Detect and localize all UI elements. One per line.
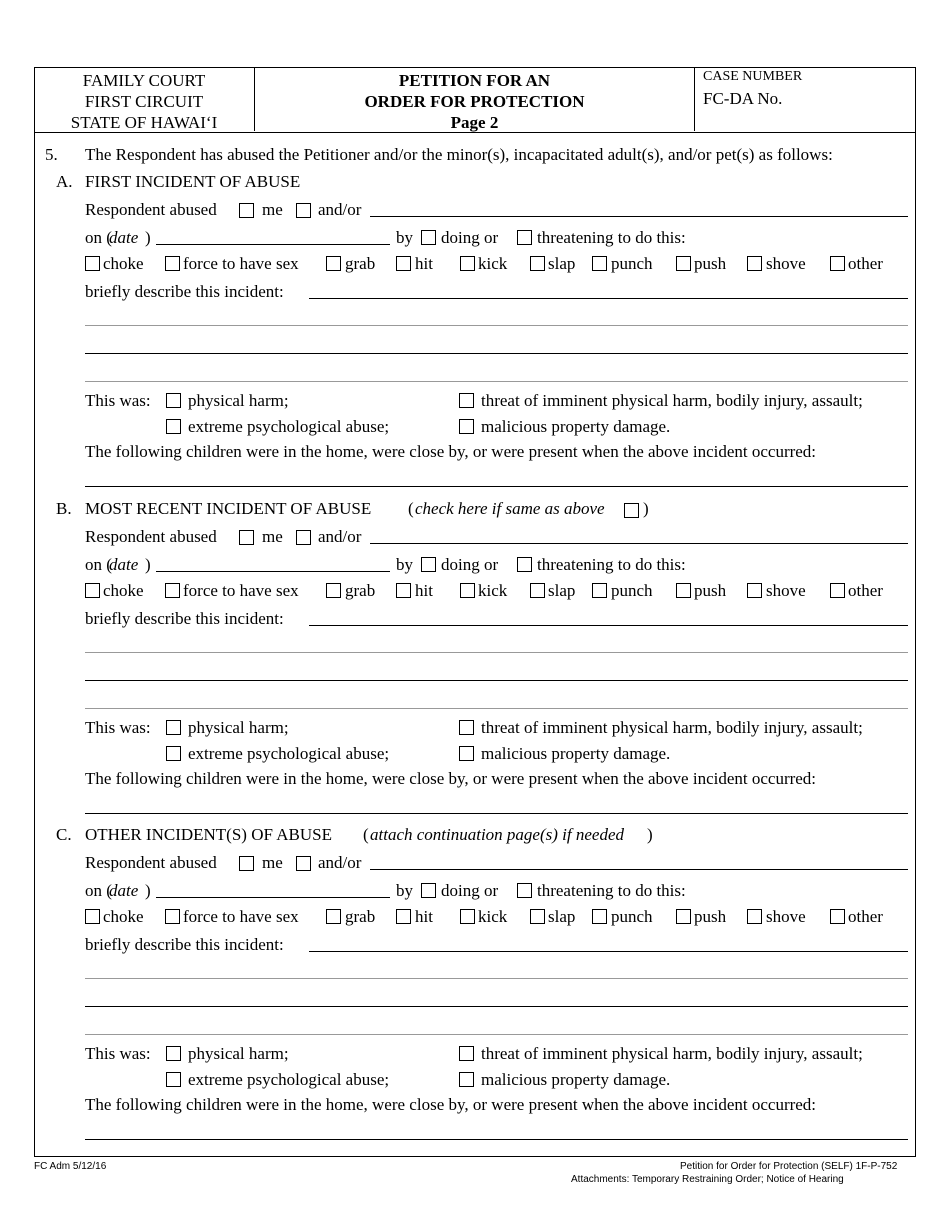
doing-checkbox[interactable] xyxy=(421,557,436,572)
action-label: shove xyxy=(766,254,806,273)
threat-imminent-checkbox[interactable] xyxy=(459,720,474,735)
section-note-close: ) xyxy=(647,825,653,844)
page-number: Page 2 xyxy=(450,113,499,132)
on-label: on ( xyxy=(85,228,112,247)
action-label: force to have sex xyxy=(183,581,299,600)
action-label: slap xyxy=(548,254,576,273)
action-grab-checkbox[interactable] xyxy=(326,909,341,924)
threat-imminent-label: threat of imminent physical harm, bodily injury, assault; xyxy=(481,1044,863,1063)
section-title: MOST RECENT INCIDENT OF ABUSE xyxy=(85,499,372,518)
action-label: hit xyxy=(415,907,433,926)
threat-imminent-label: threat of imminent physical harm, bodily injury, assault; xyxy=(481,391,863,410)
date-close: ) xyxy=(145,228,151,247)
extreme-psych-label: extreme psychological abuse; xyxy=(188,1070,390,1089)
action-push-checkbox[interactable] xyxy=(676,256,691,271)
action-label: grab xyxy=(345,907,376,926)
me-checkbox[interactable] xyxy=(239,203,254,218)
section-note: check here if same as above xyxy=(415,499,605,518)
action-kick-checkbox[interactable] xyxy=(460,256,475,271)
action-choke-checkbox[interactable] xyxy=(85,583,100,598)
malicious-damage-label: malicious property damage. xyxy=(481,417,671,436)
form-title xyxy=(255,67,695,131)
item-number: 5. xyxy=(45,145,58,164)
doing-or-label: doing or xyxy=(441,881,499,900)
describe-label: briefly describe this incident: xyxy=(85,609,284,628)
physical-harm-label: physical harm; xyxy=(188,1044,289,1063)
action-force-to-have-sex-checkbox[interactable] xyxy=(165,909,180,924)
other-person-field[interactable] xyxy=(370,543,908,544)
doing-or-label: doing or xyxy=(441,555,499,574)
me-label: me xyxy=(262,200,283,219)
date-close: ) xyxy=(145,881,151,900)
action-label: other xyxy=(848,907,883,926)
case-number-label: CASE NUMBER xyxy=(703,69,803,84)
action-slap-checkbox[interactable] xyxy=(530,909,545,924)
action-label: kick xyxy=(478,907,508,926)
date-label: date xyxy=(109,555,139,574)
doing-checkbox[interactable] xyxy=(421,883,436,898)
by-label: by xyxy=(396,555,413,574)
and-or-checkbox[interactable] xyxy=(296,856,311,871)
this-was-label: This was: xyxy=(85,391,151,410)
section-letter: B. xyxy=(56,499,72,518)
section-note-close: ) xyxy=(643,499,649,518)
threatening-checkbox[interactable] xyxy=(517,883,532,898)
section-title: OTHER INCIDENT(S) OF ABUSE xyxy=(85,825,332,844)
court-line: FAMILY COURT xyxy=(82,71,206,90)
action-label: punch xyxy=(611,581,653,600)
me-label: me xyxy=(262,527,283,546)
action-label: choke xyxy=(103,254,144,273)
threatening-label: threatening to do this: xyxy=(537,555,686,574)
date-label: date xyxy=(109,881,139,900)
describe-field-line[interactable] xyxy=(85,978,908,979)
action-hit-checkbox[interactable] xyxy=(396,909,411,924)
describe-field-line[interactable] xyxy=(85,325,908,326)
threatening-checkbox[interactable] xyxy=(517,230,532,245)
action-label: hit xyxy=(415,254,433,273)
action-label: kick xyxy=(478,581,508,600)
section-note-open: ( xyxy=(408,499,414,518)
describe-field-line[interactable] xyxy=(85,353,908,354)
action-label: push xyxy=(694,907,727,926)
and-or-checkbox[interactable] xyxy=(296,530,311,545)
physical-harm-checkbox[interactable] xyxy=(166,720,181,735)
action-shove-checkbox[interactable] xyxy=(747,909,762,924)
describe-field-line[interactable] xyxy=(85,652,908,653)
action-punch-checkbox[interactable] xyxy=(592,256,607,271)
case-number-box[interactable] xyxy=(695,67,915,131)
describe-field-line[interactable] xyxy=(309,298,908,299)
by-label: by xyxy=(396,228,413,247)
children-label: The following children were in the home, were close by, or were present when the above incident occurred: xyxy=(85,442,817,461)
action-choke-checkbox[interactable] xyxy=(85,256,100,271)
form-header xyxy=(34,67,916,133)
children-label: The following children were in the home, were close by, or were present when the above incident occurred: xyxy=(85,1095,817,1114)
this-was-label: This was: xyxy=(85,718,151,737)
action-label: grab xyxy=(345,254,376,273)
date-field[interactable] xyxy=(156,571,390,572)
title-line: PETITION FOR AN xyxy=(398,71,551,90)
describe-label: briefly describe this incident: xyxy=(85,282,284,301)
court-name xyxy=(34,67,255,131)
describe-field-line[interactable] xyxy=(309,625,908,626)
intro-text: The Respondent has abused the Petitioner and/or the minor(s), incapacitated adult(s), and/or pet(s) as follows: xyxy=(85,145,833,164)
threatening-label: threatening to do this: xyxy=(537,228,686,247)
date-field[interactable] xyxy=(156,244,390,245)
action-label: slap xyxy=(548,907,576,926)
action-push-checkbox[interactable] xyxy=(676,583,691,598)
action-push-checkbox[interactable] xyxy=(676,909,691,924)
date-close: ) xyxy=(145,555,151,574)
action-label: other xyxy=(848,581,883,600)
describe-field-line[interactable] xyxy=(85,680,908,681)
section-note-open: ( xyxy=(363,825,369,844)
action-label: punch xyxy=(611,907,653,926)
threat-imminent-label: threat of imminent physical harm, bodily injury, assault; xyxy=(481,718,863,737)
children-field[interactable] xyxy=(85,486,908,487)
action-other-checkbox[interactable] xyxy=(830,256,845,271)
respondent-abused-label: Respondent abused xyxy=(85,853,217,872)
malicious-damage-checkbox[interactable] xyxy=(459,1072,474,1087)
doing-checkbox[interactable] xyxy=(421,230,436,245)
action-choke-checkbox[interactable] xyxy=(85,909,100,924)
this-was-label: This was: xyxy=(85,1044,151,1063)
describe-label: briefly describe this incident: xyxy=(85,935,284,954)
physical-harm-checkbox[interactable] xyxy=(166,393,181,408)
action-label: choke xyxy=(103,907,144,926)
action-label: shove xyxy=(766,581,806,600)
date-field[interactable] xyxy=(156,897,390,898)
action-label: force to have sex xyxy=(183,907,299,926)
threat-imminent-checkbox[interactable] xyxy=(459,393,474,408)
action-label: hit xyxy=(415,581,433,600)
action-punch-checkbox[interactable] xyxy=(592,583,607,598)
physical-harm-checkbox[interactable] xyxy=(166,1046,181,1061)
footer-form-title: Petition for Order for Protection (SELF) 1F-P-752 xyxy=(680,1161,898,1172)
by-label: by xyxy=(396,881,413,900)
doing-or-label: doing or xyxy=(441,228,499,247)
action-label: push xyxy=(694,254,727,273)
action-shove-checkbox[interactable] xyxy=(747,256,762,271)
section-title: FIRST INCIDENT OF ABUSE xyxy=(85,172,301,191)
court-line: STATE OF HAWAI‘I xyxy=(70,113,218,132)
physical-harm-label: physical harm; xyxy=(188,718,289,737)
and-or-checkbox[interactable] xyxy=(296,203,311,218)
extreme-psych-checkbox[interactable] xyxy=(166,746,181,761)
action-other-checkbox[interactable] xyxy=(830,909,845,924)
describe-field-line[interactable] xyxy=(85,708,908,709)
action-label: slap xyxy=(548,581,576,600)
me-checkbox[interactable] xyxy=(239,856,254,871)
other-person-field[interactable] xyxy=(370,216,908,217)
children-label: The following children were in the home, were close by, or were present when the above incident occurred: xyxy=(85,769,817,788)
on-label: on ( xyxy=(85,555,112,574)
malicious-damage-checkbox[interactable] xyxy=(459,419,474,434)
other-person-field[interactable] xyxy=(370,869,908,870)
action-force-to-have-sex-checkbox[interactable] xyxy=(165,583,180,598)
respondent-abused-label: Respondent abused xyxy=(85,200,217,219)
threatening-label: threatening to do this: xyxy=(537,881,686,900)
action-label: shove xyxy=(766,907,806,926)
action-label: push xyxy=(694,581,727,600)
threat-imminent-checkbox[interactable] xyxy=(459,1046,474,1061)
action-punch-checkbox[interactable] xyxy=(592,909,607,924)
title-line: ORDER FOR PROTECTION xyxy=(364,92,585,111)
physical-harm-label: physical harm; xyxy=(188,391,289,410)
action-grab-checkbox[interactable] xyxy=(326,583,341,598)
action-label: choke xyxy=(103,581,144,600)
me-checkbox[interactable] xyxy=(239,530,254,545)
footer-form-code: FC Adm 5/12/16 xyxy=(34,1161,107,1172)
extreme-psych-checkbox[interactable] xyxy=(166,419,181,434)
extreme-psych-checkbox[interactable] xyxy=(166,1072,181,1087)
and-or-label: and/or xyxy=(318,200,362,219)
action-force-to-have-sex-checkbox[interactable] xyxy=(165,256,180,271)
action-label: grab xyxy=(345,581,376,600)
action-label: kick xyxy=(478,254,508,273)
section-note: attach continuation page(s) if needed xyxy=(370,825,624,844)
same-as-above-checkbox[interactable] xyxy=(624,503,639,518)
children-field[interactable] xyxy=(85,813,908,814)
me-label: me xyxy=(262,853,283,872)
describe-field-line[interactable] xyxy=(85,1034,908,1035)
action-shove-checkbox[interactable] xyxy=(747,583,762,598)
section-letter: A. xyxy=(56,172,73,191)
action-kick-checkbox[interactable] xyxy=(460,909,475,924)
action-label: force to have sex xyxy=(183,254,299,273)
action-label: other xyxy=(848,254,883,273)
action-slap-checkbox[interactable] xyxy=(530,583,545,598)
court-line: FIRST CIRCUIT xyxy=(84,92,204,111)
on-label: on ( xyxy=(85,881,112,900)
action-grab-checkbox[interactable] xyxy=(326,256,341,271)
describe-field-line[interactable] xyxy=(309,951,908,952)
footer-attachments: Attachments: Temporary Restraining Order; Notice of Hearing xyxy=(571,1174,844,1185)
threatening-checkbox[interactable] xyxy=(517,557,532,572)
extreme-psych-label: extreme psychological abuse; xyxy=(188,417,390,436)
malicious-damage-checkbox[interactable] xyxy=(459,746,474,761)
extreme-psych-label: extreme psychological abuse; xyxy=(188,744,390,763)
action-other-checkbox[interactable] xyxy=(830,583,845,598)
describe-field-line[interactable] xyxy=(85,1006,908,1007)
case-number-value: FC-DA No. xyxy=(703,89,783,108)
malicious-damage-label: malicious property damage. xyxy=(481,1070,671,1089)
date-label: date xyxy=(109,228,139,247)
and-or-label: and/or xyxy=(318,853,362,872)
section-letter: C. xyxy=(56,825,72,844)
children-field[interactable] xyxy=(85,1139,908,1140)
action-kick-checkbox[interactable] xyxy=(460,583,475,598)
and-or-label: and/or xyxy=(318,527,362,546)
action-label: punch xyxy=(611,254,653,273)
malicious-damage-label: malicious property damage. xyxy=(481,744,671,763)
action-hit-checkbox[interactable] xyxy=(396,583,411,598)
describe-field-line[interactable] xyxy=(85,381,908,382)
action-slap-checkbox[interactable] xyxy=(530,256,545,271)
action-hit-checkbox[interactable] xyxy=(396,256,411,271)
respondent-abused-label: Respondent abused xyxy=(85,527,217,546)
